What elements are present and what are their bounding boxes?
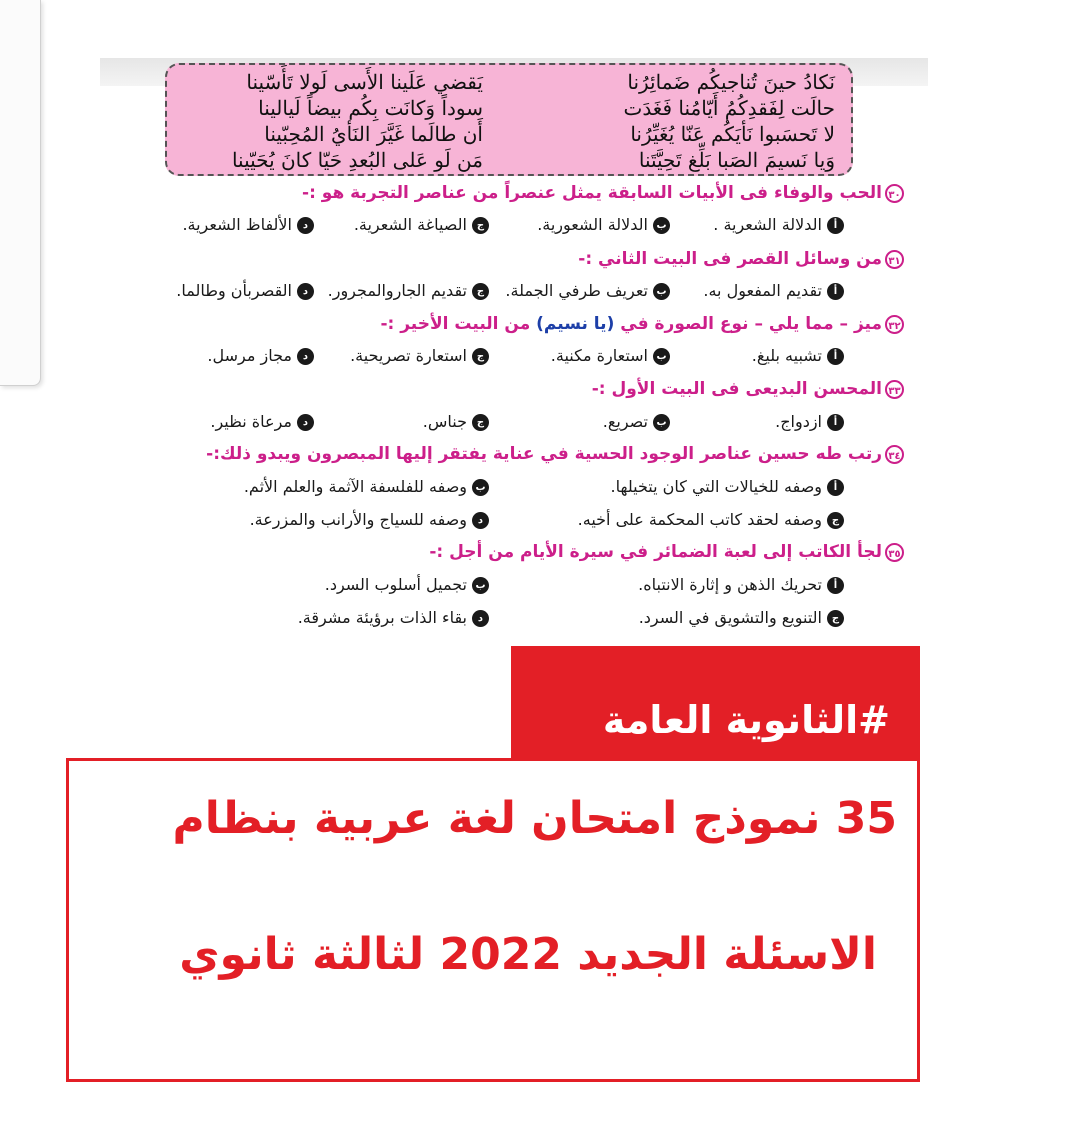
option-a[interactable] [610, 477, 844, 496]
option-text: الدلالة الشعرية . [713, 215, 822, 234]
question-title [206, 444, 904, 464]
option-d[interactable] [298, 608, 489, 627]
option-letter-badge: د [472, 610, 489, 627]
title-box [66, 758, 920, 1082]
question-text: لجأ الكاتب إلى لعبة الضمائر في سيرة الأيام من أجل :- [429, 542, 882, 562]
option-text: جناس. [422, 412, 467, 431]
option-text: مجاز مرسل. [207, 346, 292, 365]
option-text: الدلالة الشعورية. [537, 215, 648, 234]
question-title [380, 314, 904, 334]
option-letter-badge: ج [472, 283, 489, 300]
option-a[interactable] [775, 412, 844, 431]
option-text: الصياغة الشعرية. [353, 215, 467, 234]
option-b[interactable] [244, 477, 489, 496]
option-text: تعريف طرفي الجملة. [505, 281, 648, 300]
option-text: تجميل أسلوب السرد. [324, 575, 467, 594]
option-letter-badge: ب [653, 348, 670, 365]
option-letter-badge: ب [472, 577, 489, 594]
option-letter-badge: أ [827, 577, 844, 594]
option-c[interactable] [578, 510, 844, 529]
question-text: من وسائل القصر فى البيت الثاني :- [578, 249, 882, 269]
option-text: ازدواج. [775, 412, 822, 431]
question-number-badge: ٣٣ [885, 380, 904, 399]
option-a[interactable] [703, 281, 844, 300]
option-text: الألفاظ الشعرية. [182, 215, 292, 234]
question-title [429, 542, 904, 562]
poem-row [183, 95, 835, 121]
verse-second-half: سوداً وَكانَت بِكُم بيضاً لَيالينا [258, 96, 483, 120]
option-c[interactable] [423, 412, 489, 431]
option-letter-badge: ب [653, 414, 670, 431]
hashtag-banner [511, 646, 920, 758]
option-text: تشبيه بليغ. [751, 346, 822, 365]
question-text: المحسن البديعى فى البيت الأول :- [591, 379, 882, 399]
question-number-badge: ٣٠ [885, 184, 904, 203]
verse-second-half: أَن طالَما غَيَّرَ النَأيُ المُحِبّينا [264, 122, 483, 146]
option-b[interactable] [505, 281, 670, 300]
option-letter-badge: ج [472, 217, 489, 234]
question-text-end: من البيت الأخير :- [380, 314, 537, 334]
option-letter-badge: ج [827, 512, 844, 529]
option-text: وصفه لحقد كاتب المحكمة على أخيه. [577, 510, 822, 529]
question-text: الحب والوفاء فى الأبيات السابقة يمثل عنصراً من عناصر التجربة هو :- [302, 183, 882, 203]
option-c[interactable] [639, 608, 844, 627]
question-text: رتب طه حسين عناصر الوجود الحسية في عناية يفتقر إليها المبصرون ويبدو ذلك:- [206, 444, 882, 464]
option-letter-badge: ب [653, 283, 670, 300]
option-d[interactable] [207, 346, 314, 365]
question-number-badge: ٣٤ [885, 445, 904, 464]
option-text: تقديم الجاروالمجرور. [327, 281, 467, 300]
option-b[interactable] [537, 215, 670, 234]
verse-first-half: وَيا نَسيمَ الصَبا بَلِّغ تَحِيَّتَنا [638, 148, 835, 172]
page-edge [0, 0, 41, 386]
option-text: تحريك الذهن و إثارة الانتباه. [638, 575, 822, 594]
question-title [302, 183, 904, 203]
verse-second-half: مَن لَو عَلى البُعدِ حَيّا كانَ يُحَيّينا [231, 148, 483, 172]
option-letter-badge: د [297, 283, 314, 300]
option-c[interactable] [354, 215, 489, 234]
option-b[interactable] [325, 575, 489, 594]
option-text: مرعاة نظير. [210, 412, 292, 431]
option-letter-badge: أ [827, 348, 844, 365]
option-c[interactable] [328, 281, 489, 300]
verse-second-half: يَقضي عَلَينا الأَسى لَولا تَأَسّينا [246, 70, 483, 94]
verse-first-half: لا تَحسَبوا نَأيَكُم عَنّا يُغَيِّرُنا [630, 122, 835, 146]
option-letter-badge: أ [827, 283, 844, 300]
option-letter-badge: ج [472, 348, 489, 365]
option-b[interactable] [551, 346, 670, 365]
option-text: استعارة تصريحية. [350, 346, 467, 365]
option-letter-badge: أ [827, 217, 844, 234]
option-a[interactable] [638, 575, 844, 594]
question-title [592, 379, 904, 399]
option-text: القصربأن وطالما. [176, 281, 292, 300]
poem-row [183, 121, 835, 147]
option-letter-badge: د [472, 512, 489, 529]
option-c[interactable] [350, 346, 489, 365]
option-letter-badge: ب [472, 479, 489, 496]
option-letter-badge: ج [827, 610, 844, 627]
option-letter-badge: ب [653, 217, 670, 234]
option-letter-badge: د [297, 217, 314, 234]
option-d[interactable] [210, 412, 314, 431]
question-text: ميز – مما يلي – نوع الصورة في [614, 314, 882, 334]
verse-first-half: حالَت لِفَقدِكُمُ أَيّامُنا فَغَدَت [623, 96, 835, 120]
title-line-2: الاسئلة الجديد 2022 لثالثة ثانوي [179, 929, 877, 980]
option-b[interactable] [603, 412, 670, 431]
option-letter-badge: د [297, 348, 314, 365]
option-text: التنويع والتشويق في السرد. [638, 608, 822, 627]
question-highlight: (يا نسيم) [536, 314, 615, 334]
question-title [578, 249, 904, 269]
option-text: تصريع. [602, 412, 648, 431]
title-line-1: 35 نموذج امتحان لغة عربية بنظام [172, 793, 897, 844]
option-letter-badge: د [297, 414, 314, 431]
option-text: وصفه للفلسفة الآثمة والعلم الأثم. [243, 477, 467, 496]
option-text: وصفه للخيالات التي كان يتخيلها. [610, 477, 822, 496]
option-d[interactable] [182, 215, 314, 234]
question-number-badge: ٣٥ [885, 543, 904, 562]
poem-row [183, 147, 835, 173]
question-number-badge: ٣١ [885, 250, 904, 269]
question-number-badge: ٣٢ [885, 315, 904, 334]
option-letter-badge: أ [827, 414, 844, 431]
option-a[interactable] [752, 346, 844, 365]
option-text: وصفه للسياج والأرانب والمزرعة. [249, 510, 467, 529]
option-d[interactable] [250, 510, 489, 529]
hashtag-text: #الثانوية العامة [602, 698, 890, 742]
option-text: بقاء الذات برؤيئة مشرقة. [297, 608, 467, 627]
poem-row [183, 69, 835, 95]
option-text: تقديم المفعول به. [703, 281, 822, 300]
option-text: استعارة مكنية. [550, 346, 648, 365]
option-d[interactable] [176, 281, 314, 300]
option-a[interactable] [713, 215, 844, 234]
poem-box [165, 63, 853, 176]
option-letter-badge: أ [827, 479, 844, 496]
verse-first-half: نَكادُ حينَ تُناجيكُم ضَمائِرُنا [627, 70, 835, 94]
option-letter-badge: ج [472, 414, 489, 431]
